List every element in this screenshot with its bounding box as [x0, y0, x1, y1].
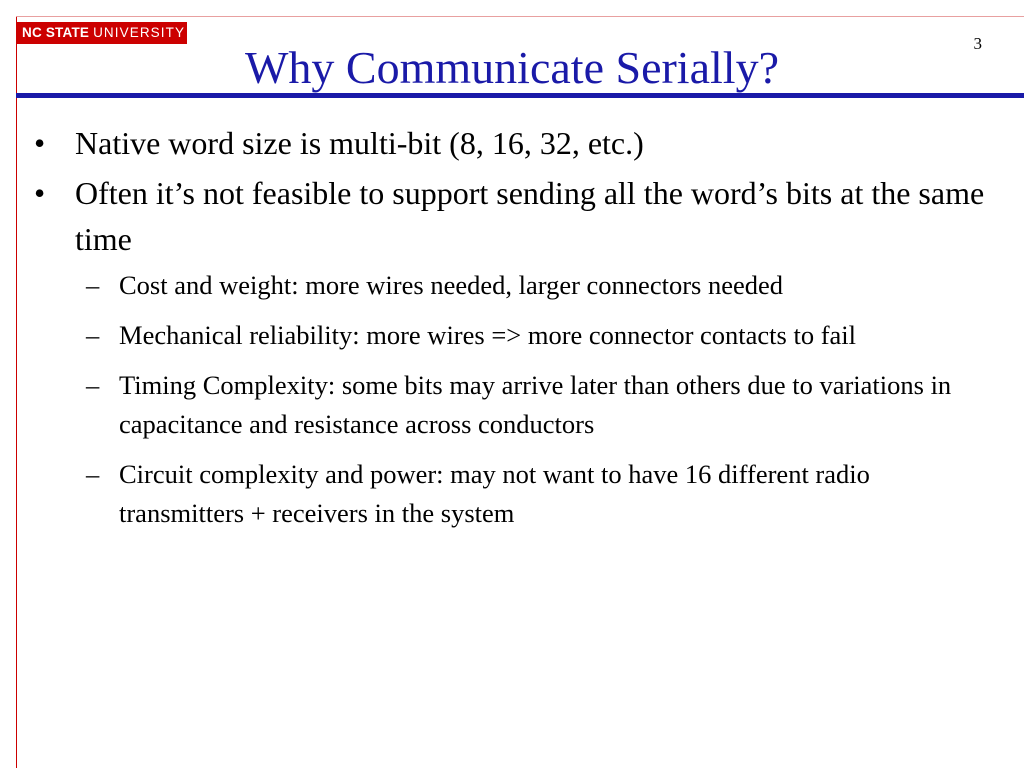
- left-border-rule: [16, 16, 17, 768]
- bullet-text: Often it’s not feasible to support sending all the word’s bits at the same time: [75, 175, 985, 257]
- logo-light-text: UNIVERSITY: [93, 25, 186, 40]
- logo-bold-text: NC STATE: [22, 25, 90, 40]
- sub-bullet-marker: –: [86, 459, 100, 489]
- bullet-text: Native word size is multi-bit (8, 16, 32, etc.): [75, 125, 644, 161]
- bullet-marker: •: [34, 175, 46, 211]
- sub-bullet-text: Timing Complexity: some bits may arrive later than others due to variations in capacitance and resistance across conductors: [119, 370, 952, 439]
- slide-title: Why Communicate Serially?: [245, 42, 779, 93]
- sub-bullet-text: Cost and weight: more wires needed, larger connectors needed: [119, 270, 783, 300]
- sub-bullet-marker: –: [86, 320, 100, 350]
- sub-bullet-item: [28, 316, 998, 355]
- nc-state-university-logo: [16, 22, 187, 44]
- sub-bullet-item: [28, 455, 998, 533]
- top-border-rule: [16, 16, 1024, 17]
- bullet-list: [28, 120, 998, 544]
- sub-bullet-text: Circuit complexity and power: may not want to have 16 different radio transmitters + receivers in the system: [119, 459, 870, 528]
- sub-bullet-text: Mechanical reliability: more wires => more connector contacts to fail: [119, 320, 857, 350]
- sub-bullet-marker: –: [86, 270, 100, 300]
- sub-bullet-marker: –: [86, 370, 100, 400]
- slide-number: 3: [973, 34, 982, 53]
- sub-bullet-item: [28, 266, 998, 305]
- bullet-item: [28, 120, 998, 166]
- bullet-marker: •: [34, 125, 46, 161]
- bullet-item: [28, 170, 998, 262]
- sub-bullet-item: [28, 366, 998, 444]
- title-underline-rule: [16, 93, 1024, 98]
